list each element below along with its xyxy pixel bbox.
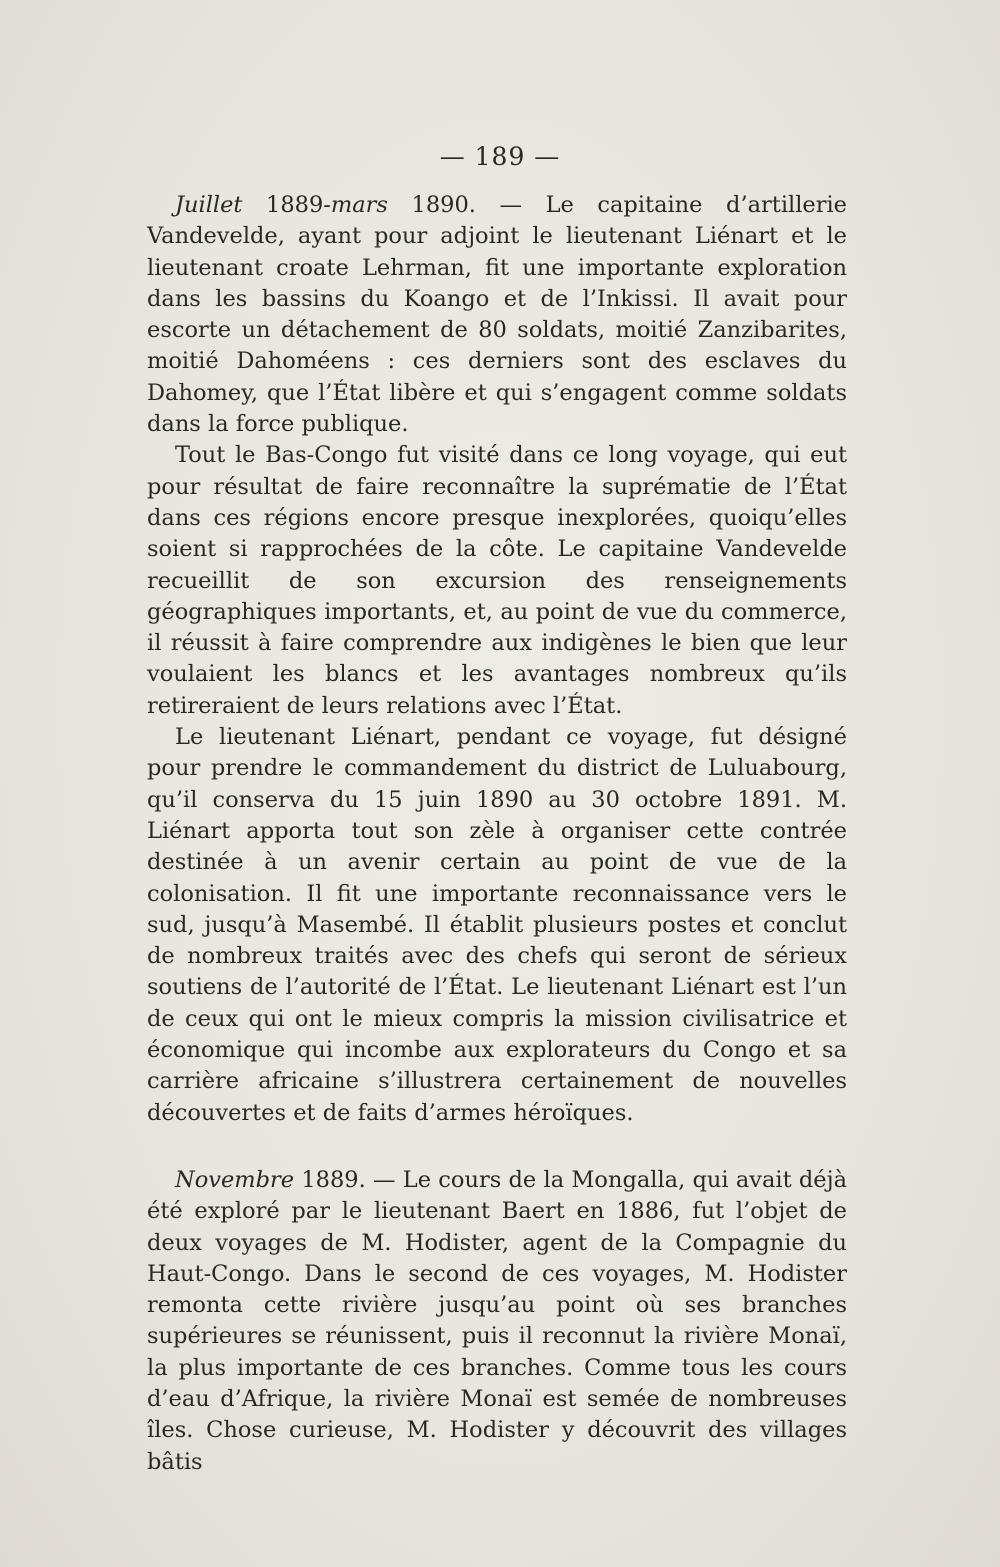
page-number: — 189 —: [439, 142, 561, 171]
date-month: Juillet: [175, 192, 243, 218]
date-year: 1889.: [294, 1166, 366, 1193]
paragraph-juillet-1889: [147, 190, 847, 440]
date-month-end: mars: [330, 192, 388, 218]
paragraph-novembre-1889: [147, 1165, 847, 1478]
paragraph-lienart: Le lieutenant Liénart, pendant ce voyage, fut désigné pour prendre le commandement du district de Luluabourg, qu’il conserva du 15 juin 1890 au 30 octobre 1891. M. Liénart apporta tout son zèle à organiser cette contrée destinée à un avenir certain au point de vue de la colonisation. Il fit une importante reconnaissance vers le sud, jusqu’à Masembé. Il établit plusieurs postes et conclut de nombreux traités avec des chefs qui seront de sérieux soutiens de l’autorité de l’État. Le lieutenant Liénart est l’un de ceux qui ont le mieux compris la mission civilisatrice et économique qui incombe aux explorateurs du Congo et sa carrière africaine s’illustrera certainement de nouvelles découvertes et de faits d’armes héroïques.: [147, 724, 847, 1126]
paragraph-bas-congo: Tout le Bas-Congo fut visité dans ce long voyage, qui eut pour résultat de faire reconnaître la suprématie de l’État dans ces régions encore presque inexplorées, quoiqu’elles soient si rapprochées de la côte. Le capitaine Vandevelde recueillit de son excursion des renseignements géographiques importants, et, au point de vue du commerce, il réussit à faire comprendre aux indigènes le bien que leur voulaient les blancs et les avantages nombreux qu’ils retireraient de leurs relations avec l’État.: [147, 442, 847, 719]
paragraph-text: — Le cours de la Mongalla, qui avait déjà été exploré par le lieutenant Baert en 1886, fut l’objet de deux voyages de M. Hodister, agent de la Compagnie du Haut-Congo. Dans le second de ces voyages, M. Hodister remonta cette rivière jusqu’au point où ses branches supérieures se réunissent, puis il reconnut la rivière Monaï, la plus importante de ces branches. Comme tous les cours d’eau d’Afrique, la rivière Monaï est semée de nombreuses îles. Chose curieuse, M. Hodister y découvrit des villages bâtis: [147, 1166, 847, 1475]
date-year: 1889-: [242, 192, 331, 218]
date-month: Novembre: [175, 1166, 295, 1193]
paragraph-text: — Le capitaine d’artillerie Vandevelde, ayant pour adjoint le lieutenant Liénart et le lieutenant croate Lehrman, fit une importante exploration dans les bassins du Koango et de l’Inkissi. Il avait pour escorte un détachement de 80 soldats, moitié Zanzibarites, moitié Dahoméens : ces derniers sont des esclaves du Dahomey, que l’État libère et qui s’engagent comme soldats dans la force publique.: [147, 192, 847, 438]
date-year-end: 1890.: [387, 192, 476, 218]
page-body: [147, 190, 847, 1478]
